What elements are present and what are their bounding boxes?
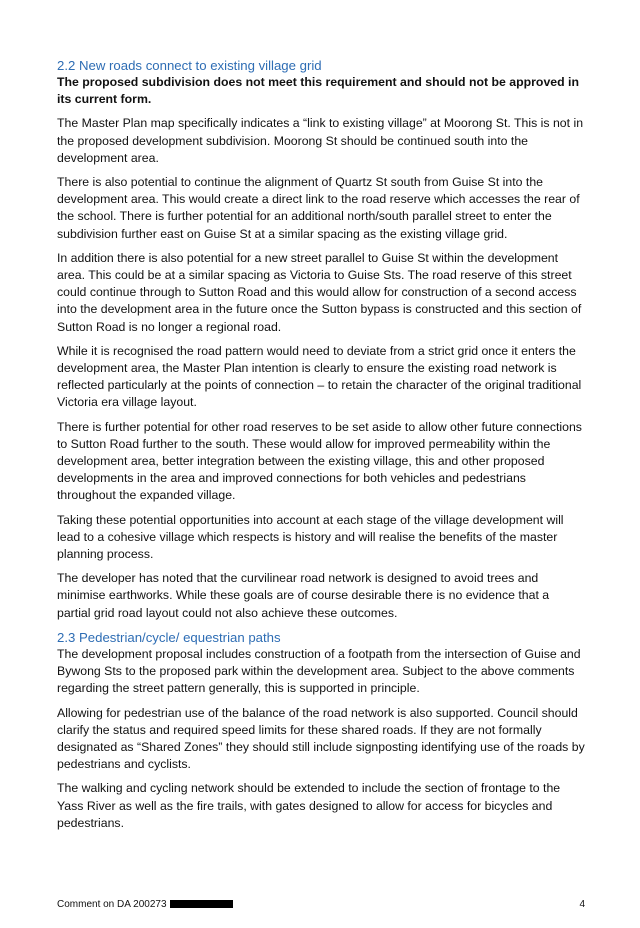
paragraph: The developer has noted that the curvilinear road network is designed to avoid trees and minimise earthworks. While these goals are of course desirable there is no evidence that a partial grid road layout could not also achieve these outcomes.	[57, 571, 550, 620]
paragraph: The walking and cycling network should be extended to include the section of frontage to the Yass River as well as the fire trails, with gates designed to allow for access for bicycles and pedestrians.	[57, 781, 561, 830]
paragraph: There is further potential for other road reserves to be set aside to allow other future connections to Sutton Road further to the south. These would allow for improved permeability within the development area, better integration between the existing village, this and other proposed developments in the area and improved connections for both vehicles and pedestrians throughout the expanded village.	[57, 419, 582, 503]
paragraph: The Master Plan map specifically indicates a “link to existing village” at Moorong St. This is not in the proposed development subdivision. Moorong St should be continued south into the development area.	[57, 116, 584, 165]
section-heading-new-roads: 2.2 New roads connect to existing village grid	[57, 58, 322, 73]
section-heading-paths: 2.3 Pedestrian/cycle/ equestrian paths	[57, 629, 281, 645]
paragraph: Allowing for pedestrian use of the balance of the road network is also supported. Council should clarify the status and required speed limits for these shared roads. If they are not formally designated as “Shared Zones” they should still include signposting identifying use of the roads by pedestrians and cyclists.	[57, 705, 585, 772]
paragraph: There is also potential to continue the alignment of Quartz St south from Guise St into the development area. This would create a direct link to the road reserve which accesses the rear of the school. There is further potential for an additional north/south parallel street to enter the subdivision further east on Guise St at a similar spacing as the existing village grid.	[57, 175, 580, 241]
section-lead-statement: The proposed subdivision does not meet this requirement and should not be approved in its current form.	[57, 75, 579, 107]
document-page	[57, 57, 585, 839]
page-number: 4	[579, 899, 585, 910]
paragraph: While it is recognised the road pattern would need to deviate from a strict grid once it enters the development area, the Master Plan intention is clearly to ensure the existing road network is reflected particularly at the points of connection – to retain the character of the original traditional Victoria era village layout.	[57, 343, 582, 410]
paragraph: In addition there is also potential for a new street parallel to Guise St within the development area. This could be at a similar spacing as Victoria to Guise Sts. The road reserve of this street could continue through to Sutton Road and this would allow for construction of a second access into the development area in the future once the Sutton bypass is constructed and this section of Sutton Road is no longer a regional road.	[57, 250, 582, 334]
footer-left	[57, 898, 233, 912]
redaction-bar	[170, 900, 233, 908]
footer-label: Comment on DA 200273	[57, 899, 167, 910]
paragraph: The development proposal includes construction of a footpath from the intersection of Guise and Bywong Sts to the proposed park within the development area. Subject to the above comments regarding the street pattern generally, this is supported in principle.	[57, 646, 581, 696]
paragraph: Taking these potential opportunities into account at each stage of the village development will lead to a cohesive village which respects is history and will realise the benefits of the master planning process.	[57, 512, 564, 562]
